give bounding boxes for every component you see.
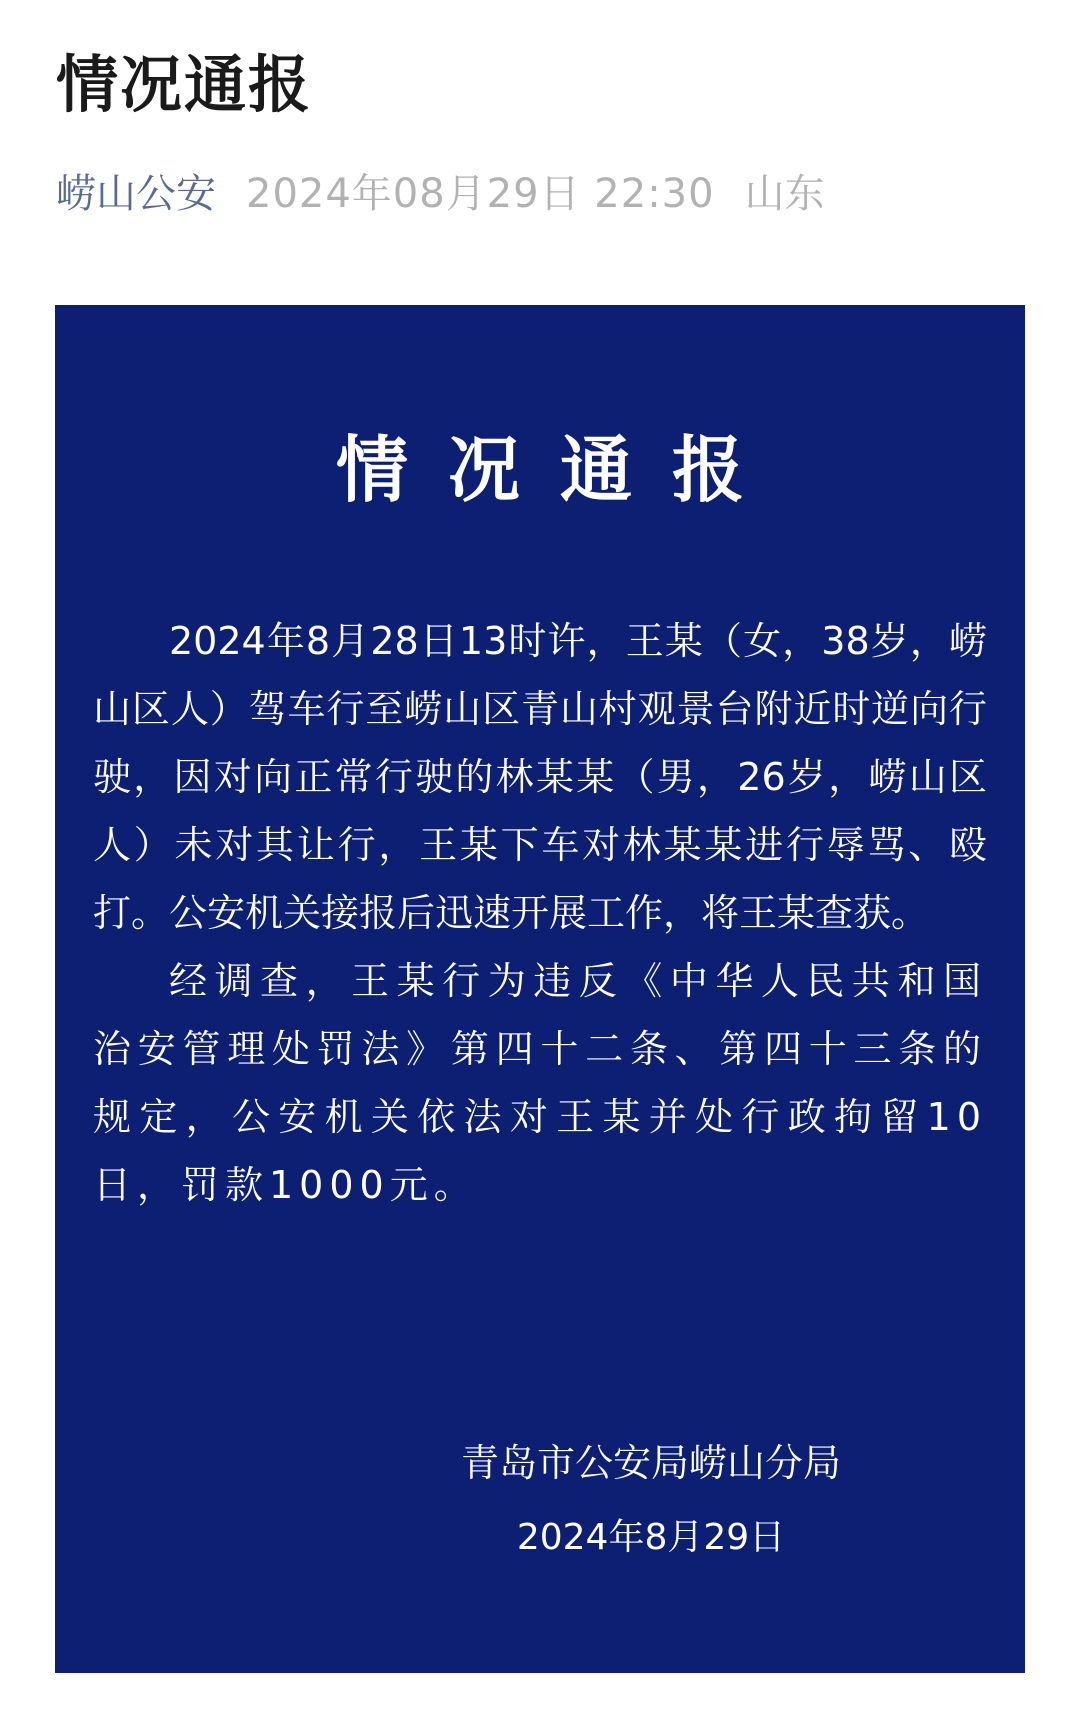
notice-body	[93, 607, 987, 1219]
notice-image[interactable]	[55, 305, 1025, 1673]
notice-paragraph: 2024年8月28日13时许，王某（女，38岁，崂山区人）驾车行至崂山区青山村观景台附近时逆向行驶，因对向正常行驶的林某某（男，26岁，崂山区人）未对其让行，王某下车对林某某进行辱骂、殴打。公安机关接报后迅速开展工作，将王某查获。	[93, 619, 987, 935]
publish-location: 山东	[744, 170, 825, 217]
notice-issuer: 青岛市公安局崂山分局	[460, 1441, 841, 1485]
notice-issue-date: 2024年8月29日	[516, 1517, 786, 1558]
source-account-link[interactable]: 崂山公安	[56, 170, 216, 217]
notice-paragraph: 经调查，王某行为违反《中华人民共和国治安管理处罚法》第四十二条、第四十三条的规定，公安机关依法对王某并处行政拘留10日，罚款1000元。	[93, 959, 987, 1207]
article-meta	[56, 160, 825, 220]
article-title: 情况通报	[56, 48, 313, 121]
publish-datetime: 2024年08月29日 22:30	[246, 170, 715, 217]
notice-title: 情况通报	[335, 427, 784, 512]
